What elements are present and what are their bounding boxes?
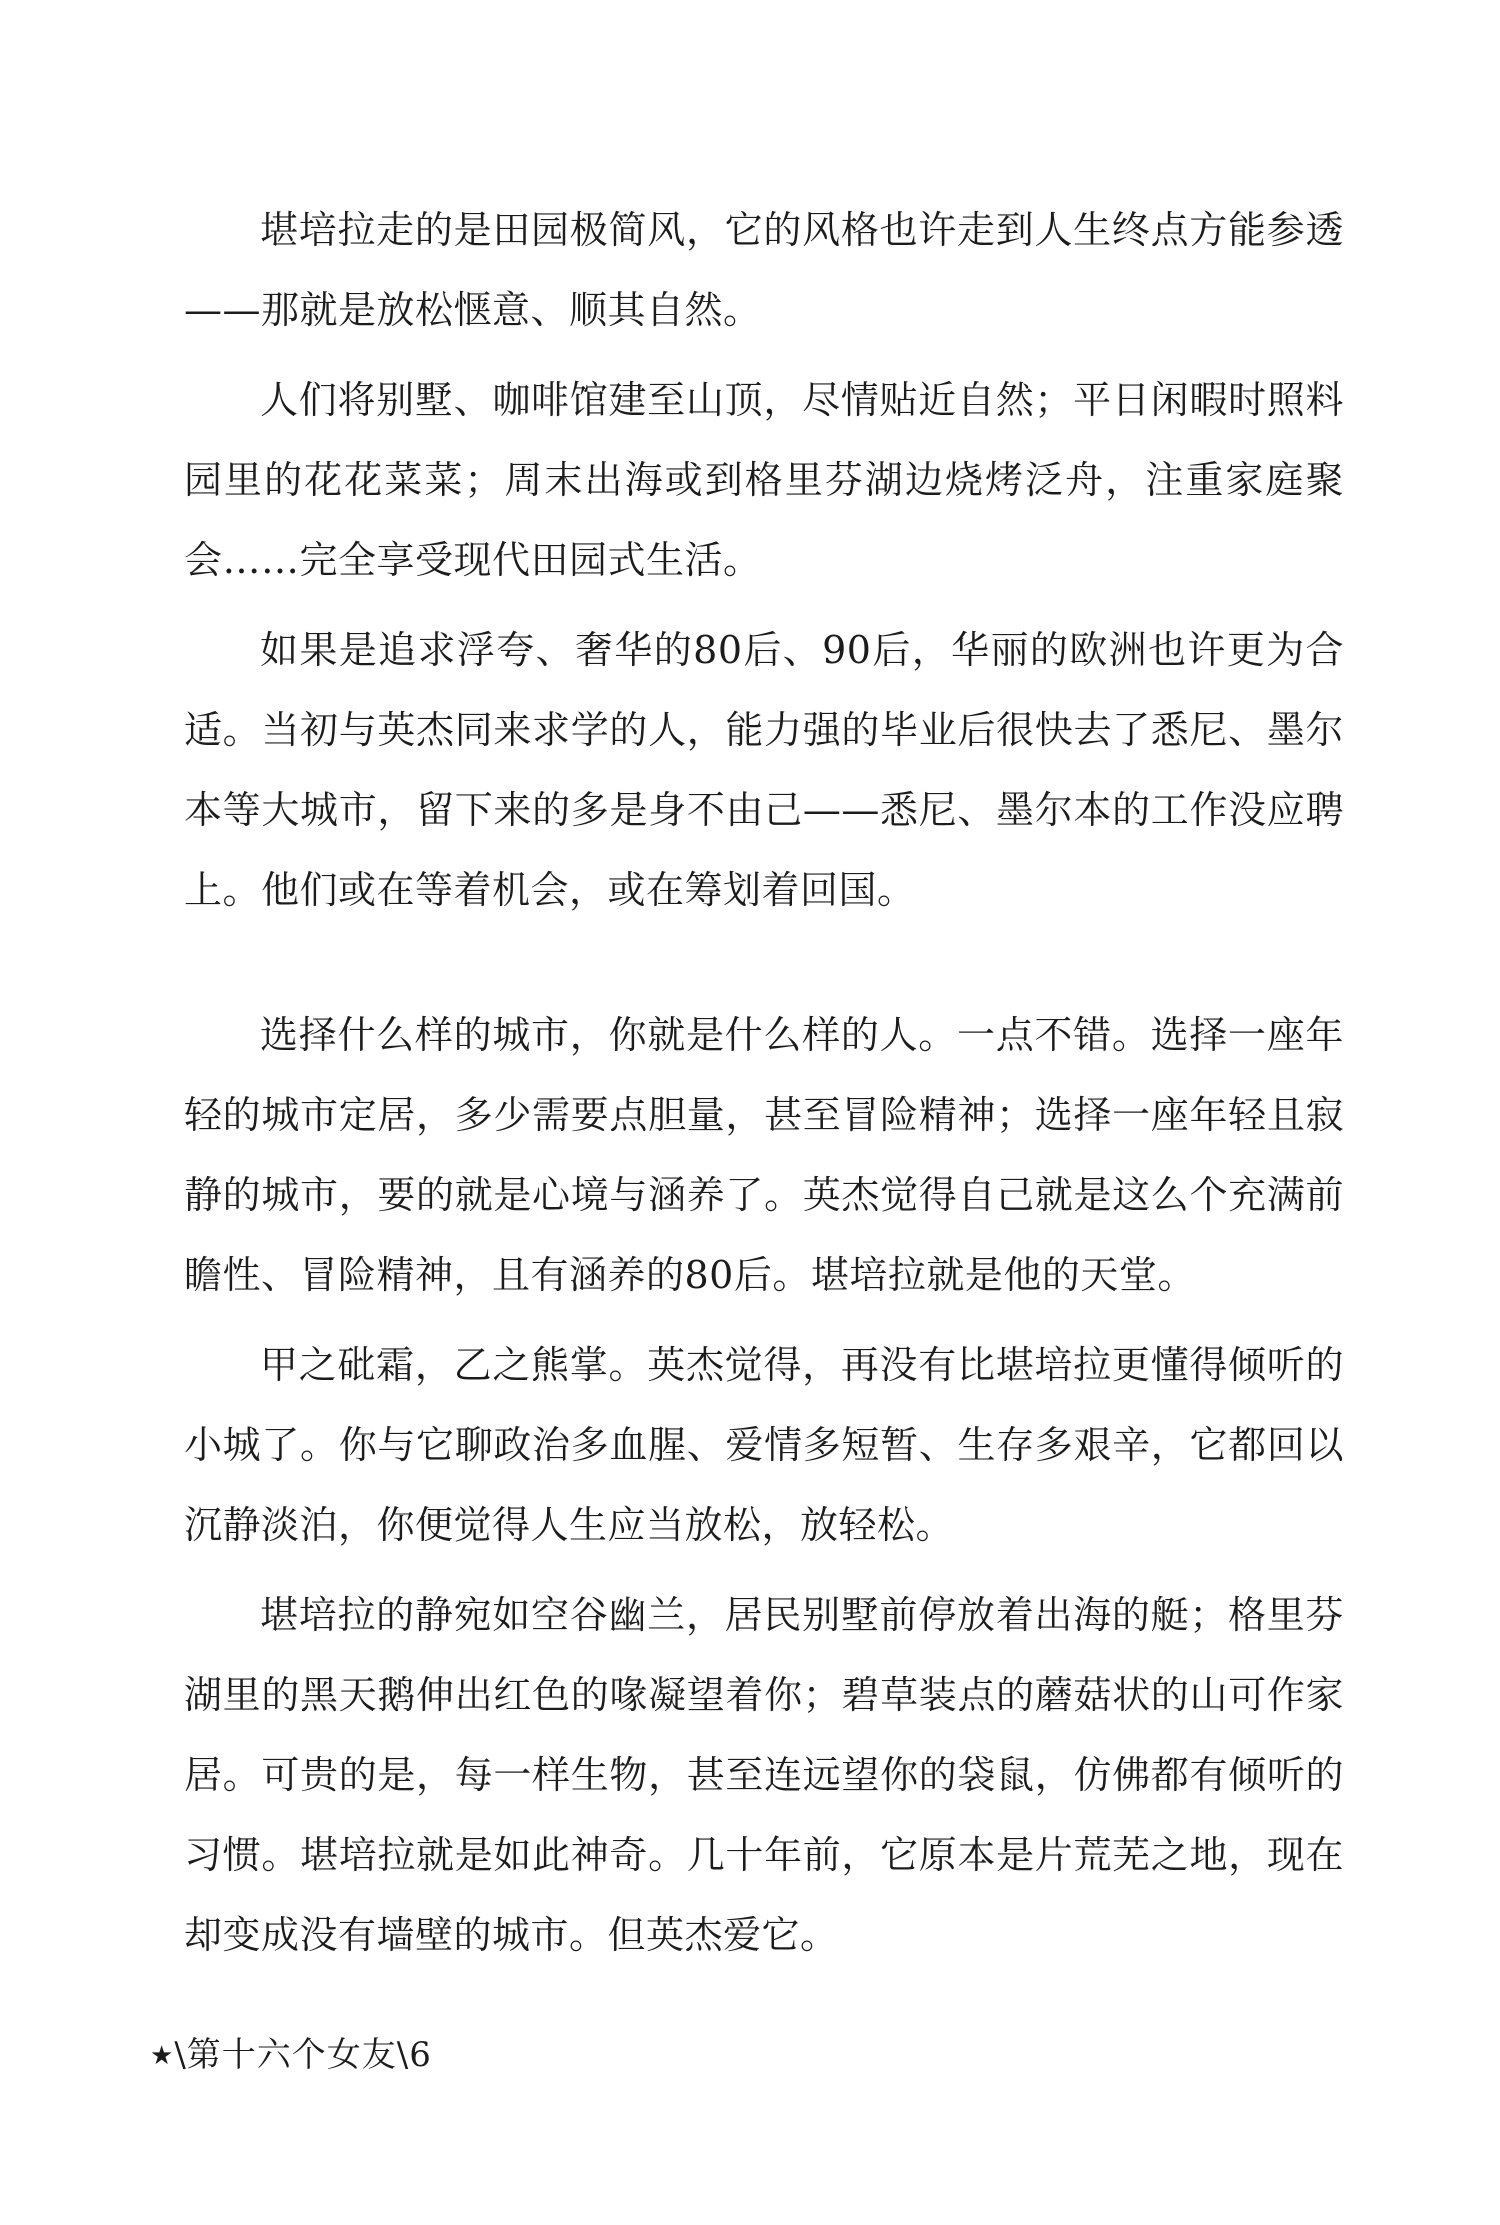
paragraph: 选择什么样的城市，你就是什么样的人。一点不错。选择一座年轻的城市定居，多少需要点胆量，甚至冒险精神；选择一座年轻且寂静的城市，要的就是心境与涵养了。英杰觉得自己就是这么个充满前瞻性、冒险精神，且有涵养的80后。堪培拉就是他的天堂。	[184, 1013, 1344, 1297]
paragraph: 堪培拉的静宛如空谷幽兰，居民别墅前停放着出海的艇；格里芬湖里的黑天鹅伸出红色的喙凝望着你；碧草装点的蘑菇状的山可作家居。可贵的是，每一样生物，甚至连远望你的袋鼠，仿佛都有倾听的习惯。堪培拉就是如此神奇。几十年前，它原本是片荒芜之地，现在却变成没有墙壁的城市。但英杰爱它。	[184, 1593, 1344, 1957]
text-section-2	[184, 995, 1344, 1985]
paragraph: 如果是追求浮夸、奢华的80后、90后，华丽的欧洲也许更为合适。当初与英杰同来求学的人，能力强的毕业后很快去了悉尼、墨尔本等大城市，留下来的多是身不由己——悉尼、墨尔本的工作没应聘上。他们或在等着机会，或在筹划着回国。	[184, 628, 1344, 912]
star-icon: ★	[150, 2041, 175, 2071]
paragraph: 甲之砒霜，乙之熊掌。英杰觉得，再没有比堪培拉更懂得倾听的小城了。你与它聊政治多血腥、爱情多短暂、生存多艰辛，它都回以沉静淡泊，你便觉得人生应当放松，放轻松。	[184, 1343, 1344, 1547]
footer-text: \第十六个女友\6	[174, 2035, 432, 2075]
text-section-1	[184, 190, 1344, 940]
paragraph: 堪培拉走的是田园极简风，它的风格也许走到人生终点方能参透——那就是放松惬意、顺其自然。	[184, 208, 1344, 332]
page-footer	[150, 2035, 432, 2076]
paragraph: 人们将别墅、咖啡馆建至山顶，尽情贴近自然；平日闲暇时照料园里的花花菜菜；周末出海或到格里芬湖边烧烤泛舟，注重家庭聚会……完全享受现代田园式生活。	[184, 378, 1344, 582]
